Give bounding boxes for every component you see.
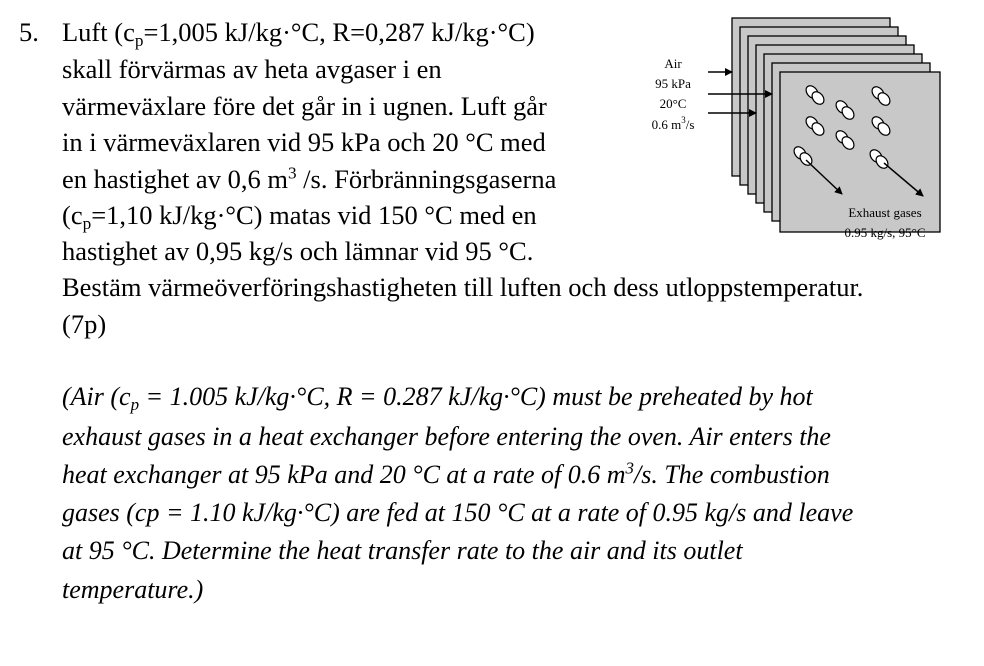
swedish-line-3: värmeväxlare före det går in i ugnen. Luft går [62,91,547,121]
swedish-line-8: Bestäm värmeöverföringshastigheten till luften och dess utloppstemperatur. [62,272,864,302]
english-line-3-sup: 3 [625,458,634,478]
swedish-line-5-b: /s. Förbränningsgaserna [296,164,557,194]
swedish-line-6-b: =1,10 kJ/kg·°C) matas vid 150 °C med en [91,200,537,230]
swedish-line-5-a: en hastighet av 0,6 m [62,164,288,194]
air-flow-a: 0.6 m [651,117,682,132]
swedish-line-1-a: Luft (c [62,17,135,47]
swedish-line-1-sub: p [134,31,144,51]
swedish-line-5 [62,162,556,196]
air-flow-b: /s [685,117,695,132]
swedish-line-6-a: (c [62,200,83,230]
problem-number: 5. [19,17,39,47]
swedish-line-6 [62,198,537,232]
english-line-4: gases (cp = 1.10 kJ/kg·°C) are fed at 150 °C at a rate of 0.95 kg/s and leave [62,498,854,527]
english-line-2: exhaust gases in a heat exchanger before entering the oven. Air enters the [62,422,831,451]
air-flow-sup: 3 [681,115,686,125]
air-temp-label: 20°C [659,96,687,111]
english-line-3-b: /s. The combustion [634,460,830,489]
swedish-line-2: skall förvärmas av heta avgaser i en [62,54,442,84]
swedish-line-5-sup: 3 [287,163,297,183]
english-line-1-sub: p [130,395,140,415]
english-line-3 [62,458,830,492]
heat-exchanger-diagram [640,10,960,250]
english-line-1 [62,380,813,414]
air-flow-label [652,115,695,132]
air-pressure-label: 95 kPa [655,76,691,91]
swedish-line-4: in i värmeväxlaren vid 95 kPa och 20 °C med [62,127,546,157]
swedish-line-7: hastighet av 0,95 kg/s och lämnar vid 95 °C. [62,236,534,266]
english-line-5: at 95 °C. Determine the heat transfer rate to the air and its outlet [62,536,743,565]
exhaust-label: Exhaust gases [848,205,922,220]
english-line-1-a: (Air (c [62,382,131,411]
english-line-1-b: = 1.005 kJ/kg·°C, R = 0.287 kJ/kg·°C) must be preheated by hot [139,382,813,411]
swedish-line-1-b: =1,005 kJ/kg·°C, R=0,287 kJ/kg·°C) [143,17,535,47]
english-line-3-a: heat exchanger at 95 kPa and 20 °C at a rate of 0.6 m [62,460,626,489]
exhaust-values-label: 0.95 kg/s, 95°C [844,225,926,240]
english-line-6: temperature.) [62,575,204,604]
swedish-line-1 [62,15,535,49]
air-label: Air [664,56,682,71]
problem-points: (7p) [62,309,107,339]
swedish-line-6-sub: p [82,214,92,234]
